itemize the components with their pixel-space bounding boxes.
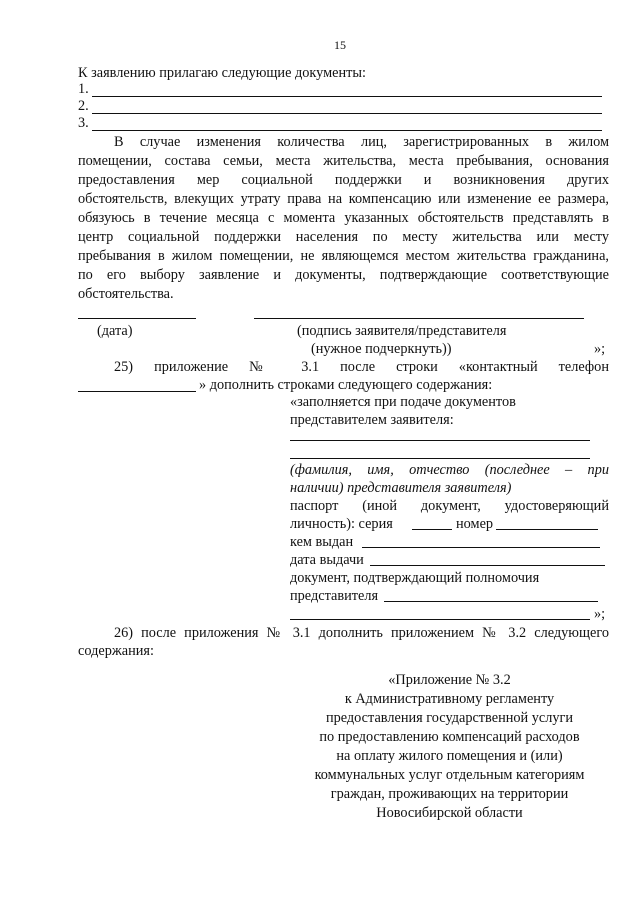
obligation-line-4: обстоятельств, влекущих утрату права на компенсацию или изменение ее размера, xyxy=(78,191,609,207)
attachment-line-1[interactable] xyxy=(92,96,602,97)
attachments-intro: К заявлению прилагаю следующие документы: xyxy=(78,65,366,81)
rep-passport-1: паспорт (иной документ, удостоверяющий xyxy=(290,498,609,514)
rep-passport-number-label: номер xyxy=(456,516,494,532)
signature-label: (подпись заявителя/представителя xyxy=(297,323,507,339)
date-signature-line[interactable] xyxy=(78,318,196,319)
item25-line-1: 25) приложение № 3.1 после строки «контактный телефон xyxy=(114,359,609,375)
appendix-line-6: коммунальных услуг отдельным категориям xyxy=(314,767,585,783)
rep-authority-doc-1: документ, подтверждающий полномочия xyxy=(290,570,540,586)
item26-line-2: содержания: xyxy=(78,643,154,659)
appendix-line-8: Новосибирской области xyxy=(376,805,523,821)
item25-line-2: » дополнить строками следующего содержания: xyxy=(199,377,493,393)
appendix-line-4: по предоставлению компенсаций расходов xyxy=(319,729,580,745)
rep-issued-by-label: кем выдан xyxy=(290,534,354,550)
rep-name-line-2[interactable] xyxy=(290,458,590,459)
obligation-line-2: помещении, состава семьи, места жительства, места пребывания, основания xyxy=(78,153,609,169)
attachment-line-3[interactable] xyxy=(92,130,602,131)
signature-end-mark: »; xyxy=(594,341,606,357)
authority-doc-input-2[interactable] xyxy=(290,619,590,620)
attachment-number-1: 1. xyxy=(78,81,89,97)
rep-authority-doc-2: представителя xyxy=(290,588,379,604)
obligation-line-6: центр социальной поддержки населения по месту жительства или месту xyxy=(78,229,609,245)
attachment-number-2: 2. xyxy=(78,98,89,114)
rep-end-mark: »; xyxy=(594,606,606,622)
appendix-title: «Приложение № 3.2 xyxy=(388,672,511,688)
rep-passport-series-label: личность): серия xyxy=(290,516,393,532)
date-label: (дата) xyxy=(97,323,133,339)
attachment-line-2[interactable] xyxy=(92,113,602,114)
obligation-line-7: пребывания в жилом помещении, не являющемся местом жительства гражданина, xyxy=(78,248,609,264)
rep-issue-date-label: дата выдачи xyxy=(290,552,364,568)
issued-by-input[interactable] xyxy=(362,547,600,548)
item26-line-1: 26) после приложения № 3.1 дополнить приложением № 3.2 следующего xyxy=(114,625,609,641)
rep-intro-1: «заполняется при подаче документов xyxy=(290,394,516,410)
appendix-line-3: предоставления государственной услуги xyxy=(325,710,574,726)
authority-doc-input[interactable] xyxy=(384,601,598,602)
passport-number-input[interactable] xyxy=(496,529,598,530)
obligation-line-3: предоставления мер социальной поддержки и возникновения других xyxy=(78,172,609,188)
rep-fio-note-1: (фамилия, имя, отчество (последнее – при xyxy=(290,462,609,478)
item25-phone-line[interactable] xyxy=(78,391,196,392)
underline-note: (нужное подчеркнуть)) xyxy=(311,341,452,357)
appendix-line-7: граждан, проживающих на территории xyxy=(330,786,569,802)
appendix-line-2: к Административному регламенту xyxy=(344,691,555,707)
rep-intro-2: представителем заявителя: xyxy=(290,412,454,428)
page-number: 15 xyxy=(334,38,346,52)
obligation-line-9: обстоятельства. xyxy=(78,286,174,302)
rep-name-line-1[interactable] xyxy=(290,440,590,441)
obligation-line-5: обязуюсь в течение месяца с момента указанных обстоятельств представлять в xyxy=(78,210,609,226)
rep-fio-note-2: наличии) представителя заявителя) xyxy=(290,480,512,496)
issue-date-input[interactable] xyxy=(370,565,605,566)
passport-series-input[interactable] xyxy=(412,529,452,530)
appendix-line-5: на оплату жилого помещения и (или) xyxy=(336,748,563,764)
attachment-number-3: 3. xyxy=(78,115,89,131)
signature-line[interactable] xyxy=(254,318,584,319)
obligation-line-8: по его выбору заявление и документы, подтверждающие соответствующие xyxy=(78,267,609,283)
obligation-line-1: В случае изменения количества лиц, зарегистрированных в жилом xyxy=(114,134,609,150)
